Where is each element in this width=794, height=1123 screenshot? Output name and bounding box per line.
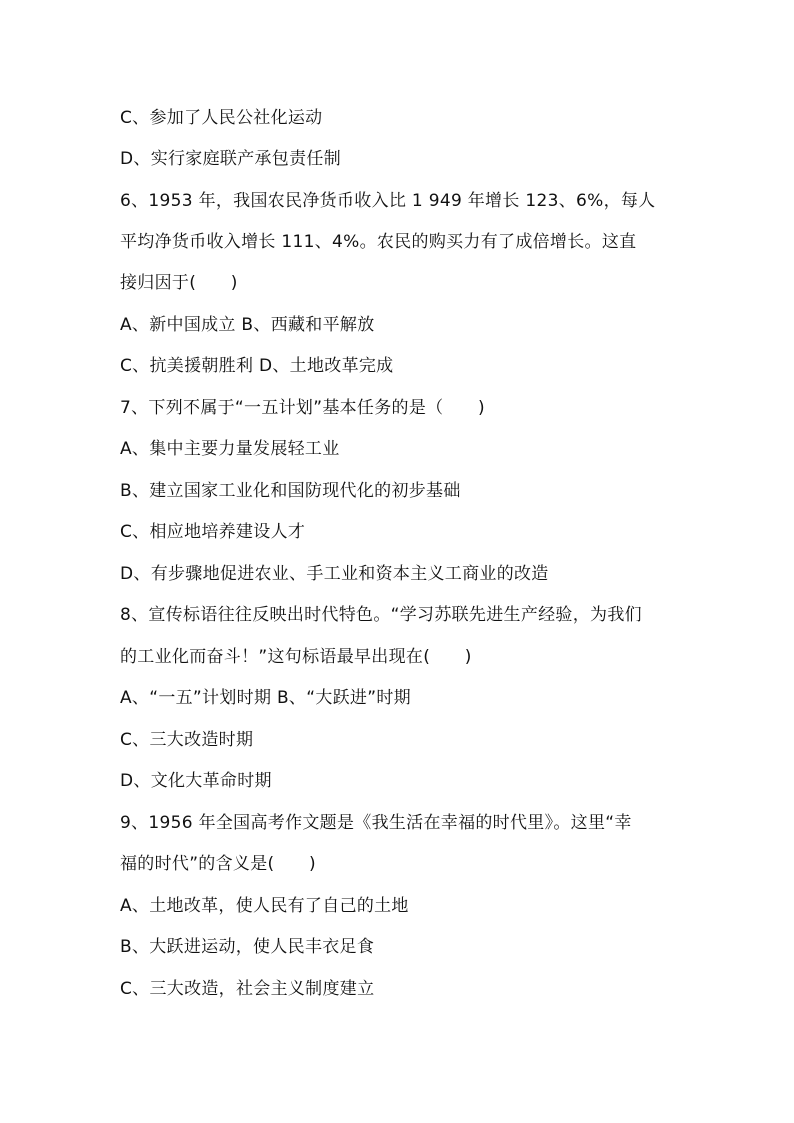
options-cd-q6: C、抗美援朝胜利 D、土地改革完成 [120,356,394,376]
option-c-q9: C、三大改造，社会主义制度建立 [120,979,375,999]
option-d-q8: D、文化大革命时期 [120,771,272,791]
option-b-q9: B、大跃进运动，使人民丰衣足食 [120,937,375,957]
question-6-line-3: 接归因于( ) [120,273,238,293]
option-c-q5: C、参加了人民公社化运动 [120,108,323,128]
option-c-q7: C、相应地培养建设人才 [120,522,306,542]
option-a-q7: A、集中主要力量发展轻工业 [120,439,340,459]
option-c-q8: C、三大改造时期 [120,730,254,750]
question-6-line-2: 平均净货币收入增长 111、4%。农民的购买力有了成倍增长。这直 [120,232,637,252]
options-ab-q8: A、“一五”计划时期 B、“大跃进”时期 [120,688,411,708]
option-a-q9: A、土地改革，使人民有了自己的土地 [120,896,409,916]
options-ab-q6: A、新中国成立 B、西藏和平解放 [120,315,375,335]
option-d-q5: D、实行家庭联产承包责任制 [120,149,341,169]
question-9-line-2: 福的时代”的含义是( ) [120,854,316,874]
option-b-q7: B、建立国家工业化和国防现代化的初步基础 [120,481,461,501]
question-6-line-1: 6、1953 年，我国农民净货币收入比 1 949 年增长 123、6%，每人 [120,191,656,211]
option-d-q7: D、有步骤地促进农业、手工业和资本主义工商业的改造 [120,564,549,584]
question-8-line-1: 8、宣传标语往往反映出时代特色。“学习苏联先进生产经验，为我们 [120,605,642,625]
question-9-line-1: 9、1956 年全国高考作文题是《我生活在幸福的时代里》。这里“幸 [120,813,632,833]
question-8-line-2: 的工业化而奋斗！”这句标语最早出现在( ) [120,647,472,667]
question-7: 7、下列不属于“一五计划”基本任务的是（ ) [120,398,485,418]
